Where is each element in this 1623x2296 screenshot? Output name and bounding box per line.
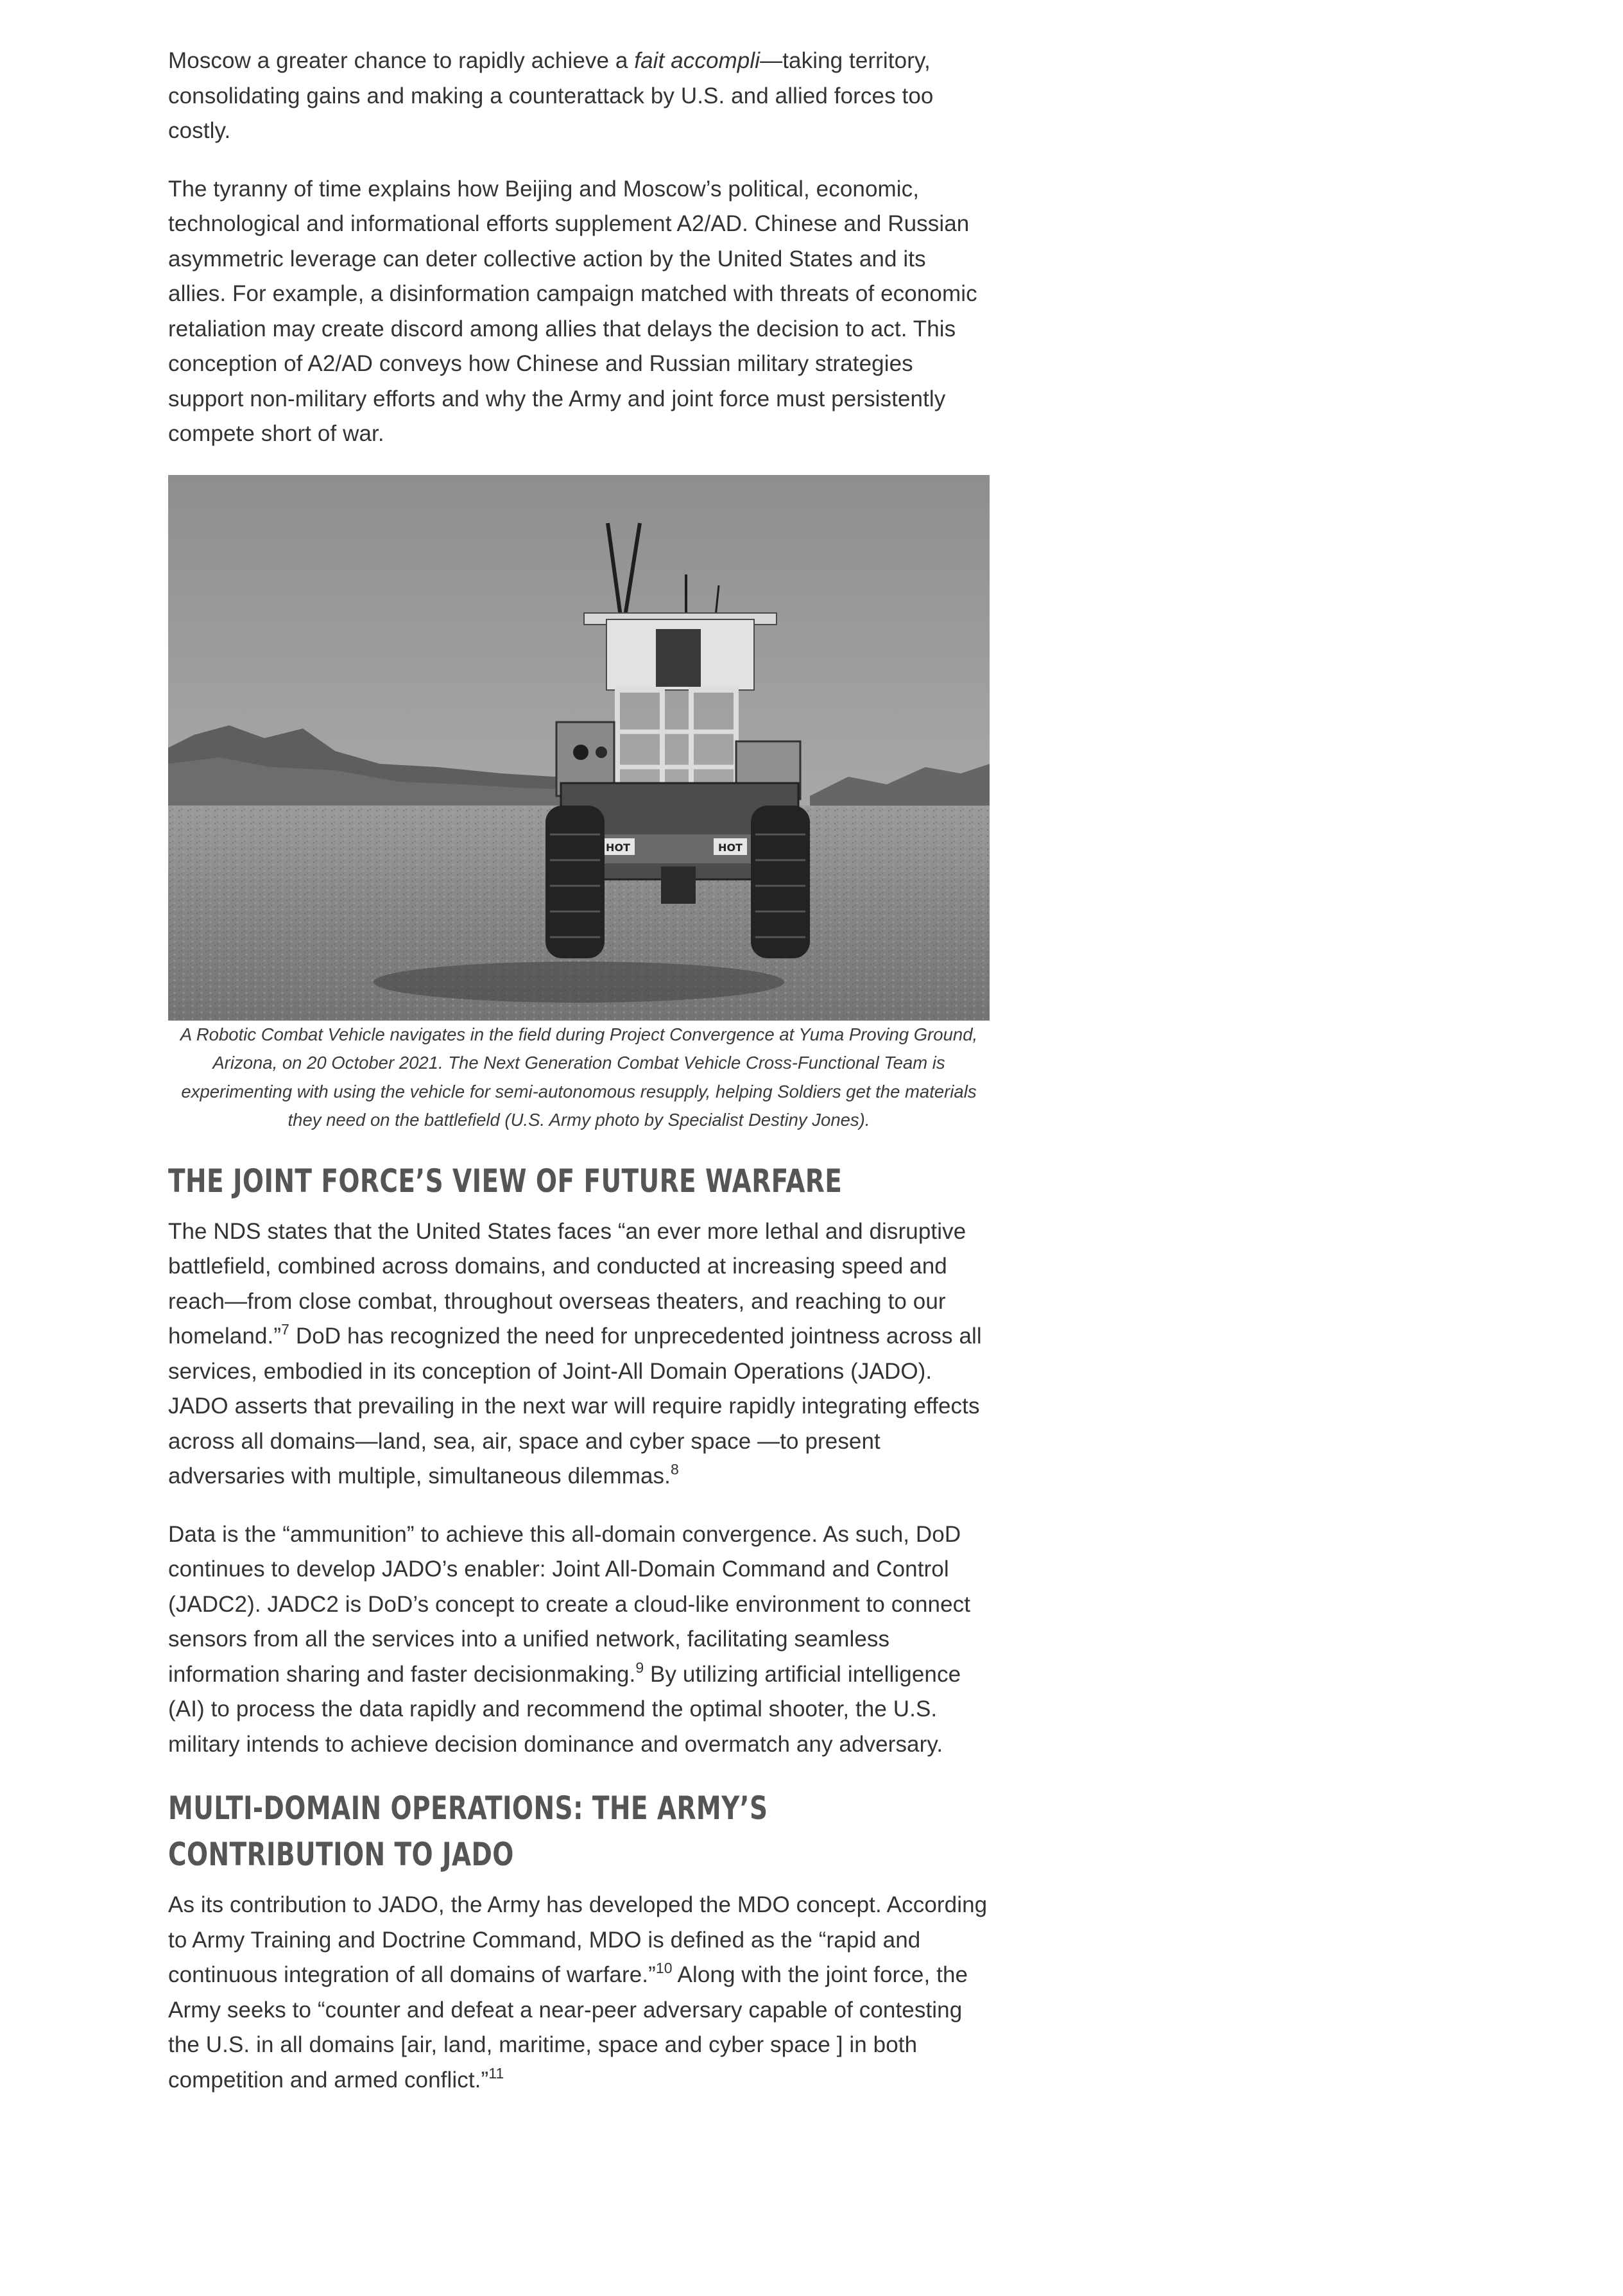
footnote-ref: 8 <box>670 1461 679 1478</box>
footnote-ref: 11 <box>488 2064 504 2082</box>
right-wheel <box>751 806 810 958</box>
paragraph-text: The NDS states that the United States faces “an ever more lethal and disruptive battlefield, combined across domains, and conducted at increasing speed and reach—from close combat, throughout overseas theaters, and reaching to our homeland.” <box>168 1218 966 1349</box>
paragraph-text: As its contribution to JADO, the Army has developed the MDO concept. According to Army Training and Doctrine Command, MDO is defined as the “rapid and continuous integration of all domains of warfare.” <box>168 1892 988 1987</box>
section-heading-mdo: MULTI-DOMAIN OPERATIONS: THE ARMY’S CONTRIBUTION TO JADO <box>168 1790 768 1873</box>
paragraph-text: —taking territory, consolidating gains and making a counterattack by U.S. and allied forces too costly. <box>168 48 934 143</box>
robotic-combat-vehicle-photo <box>168 475 990 1021</box>
paragraph-tyranny-of-time: The tyranny of time explains how Beijing and Moscow’s political, economic, technological and informational efforts supplement A2/AD. Chinese and Russian asymmetric leverage can deter collective action by the United States and its allies. For example, a disinformation campaign matched with threats of economic retaliation may create discord among allies that delays the decision to act. This conception of A2/AD conveys how Chinese and Russian military strategies support non-military efforts and why the Army and joint force must persistently compete short of war. <box>168 176 977 446</box>
article-column <box>168 44 990 2121</box>
vehicle-shadow <box>374 962 784 1003</box>
paragraph-text: Data is the “ammunition” to achieve this all-domain convergence. As such, DoD continues to develop JADO’s enabler: Joint All-Domain Command and Control (JADC2). JADC2 is DoD’s concept to create a cloud-like environment to connect sensors from all the services into a unified network, facilitating seamless information sharing and faster decisionmaking. <box>168 1521 971 1687</box>
svg-text:HOT: HOT <box>606 841 630 854</box>
footnote-ref: 9 <box>635 1659 644 1676</box>
paragraph-text: Along with the joint force, the Army seeks to “counter and defeat a near-peer adversary capable of contesting the U.S. in all domains [air, land, maritime, space and cyber space ] in both competition and armed conflict.” <box>168 1962 968 2093</box>
paragraph-fait-accompli <box>168 44 990 149</box>
figure-caption: A Robotic Combat Vehicle navigates in the field during Project Convergence at Yuma Proving Ground, Arizona, on 20 October 2021. The Next Generation Combat Vehicle Cross-Functional Team is experimenting with using the vehicle for semi-autonomous resupply, helping Soldiers get the materials they need on the battlefield (U.S. Army photo by Specialist Destiny Jones). <box>180 1024 978 1130</box>
svg-text:HOT: HOT <box>718 841 743 854</box>
figure <box>168 475 990 1135</box>
paragraph-nds <box>168 1214 990 1494</box>
section-heading-future-warfare: THE JOINT FORCE’S VIEW OF FUTURE WARFARE <box>168 1162 843 1200</box>
footnote-ref: 10 <box>655 1960 673 1976</box>
left-wheel <box>545 806 605 958</box>
paragraph-jadc2 <box>168 1517 990 1763</box>
paragraph-mdo <box>168 1888 990 2098</box>
paragraph-text: By utilizing artificial intelligence (AI) to process the data rapidly and recommend the optimal shooter, the U.S. military intends to achieve decision dominance and overmatch any adversary. <box>168 1661 961 1757</box>
footnote-ref: 7 <box>281 1321 290 1338</box>
paragraph-text: DoD has recognized the need for unprecedented jointness across all services, embodied in its conception of Joint-All Domain Operations (JADO). JADO asserts that prevailing in the next war will require rapidly integrating effects across all domains—land, sea, air, space and cyber space —to present adversaries with multiple, simultaneous dilemmas. <box>168 1324 982 1489</box>
paragraph-text: Moscow a greater chance to rapidly achieve a <box>168 48 635 73</box>
italic-phrase: fait accompli <box>634 48 760 73</box>
